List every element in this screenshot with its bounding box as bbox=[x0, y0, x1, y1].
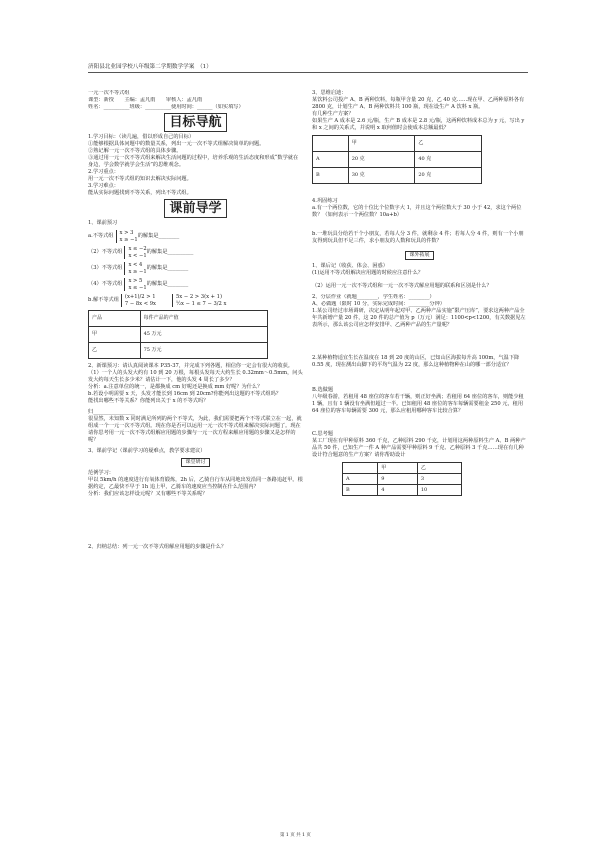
homework-a1: 1.某公司经过市场调研，决定从明年起对甲、乙两种产品实施“限产压库”，要求这两种产品全年共新增产量 20 件，这 20 件的总产值为 p（万元）满足：1100<p<1200，有关数据见左表所示，那么该公司应怎样安排甲、乙两种产品的生产量呢？ bbox=[312, 308, 526, 328]
ineq-a-label: a.不等式组 bbox=[88, 233, 114, 239]
summary-head: 2、归纳总结：列一元一次不等式组解应用题的步骤是什么？ bbox=[88, 544, 227, 550]
table-cell: 20 克 bbox=[415, 168, 482, 184]
table-cell: 4 bbox=[378, 485, 418, 496]
right-column bbox=[312, 90, 527, 496]
table-row bbox=[313, 136, 482, 152]
inspire-text: 某饮料公司投产 A、B 两种饮料，每瓶甲含量 20 克，乙 40 克……现在甲、乙两种原料各有 2800 克，计划生产 A、B 两种饮料共 100 瓶，现在设生产 A 饮料 x 瓶。 bbox=[312, 97, 525, 110]
table-cell: B bbox=[343, 485, 378, 496]
table-cell bbox=[313, 136, 349, 152]
ineq-3-tail: 的解集是________ bbox=[146, 265, 189, 271]
ineq-b2-line-1: 5x − 2 > 3(x + 1) bbox=[175, 294, 223, 300]
summary-box-label: 归________________ bbox=[88, 409, 135, 415]
preview-q1b: 分析：a.注意单位的统一，是都换成 cm 好呢还是换成 mm 好呢？为什么？ bbox=[88, 384, 263, 390]
ineq-2 bbox=[88, 246, 303, 259]
extension-box: 课外拓展 bbox=[405, 251, 433, 260]
ineq-3 bbox=[88, 262, 303, 275]
table-cell: 10 bbox=[417, 485, 461, 496]
diff-head: 3.学习难点： bbox=[88, 183, 119, 189]
goal-3: ③通过用一元一次不等式组来解决生活问题的过程中，培养乐观的生活态度和形成“数学就在身边，学会数学就学会生活”的思维观念。 bbox=[88, 155, 299, 168]
topic: 一元一次不等式组 bbox=[88, 90, 130, 96]
homework-b: B.选做题 bbox=[312, 387, 334, 393]
homework-c1: 某工厂现在有甲种原料 360 千克，乙种原料 290 千克，计划用这两种原料生产 A、B 两种产品共 50 件，已知生产一件 A 种产品需要甲种原料 9 千克、乙种原料 3 千克……现在有几种设计符合题意的生产方案？请你帮助设计 bbox=[312, 438, 526, 458]
table-cell: 3 bbox=[417, 474, 461, 485]
preview-q1c: b.若设小明需要 x 天，头发才能长到 16cm 到 20cm?你能列出这题的不等式组吗？ bbox=[88, 391, 282, 397]
table-cell: 甲 bbox=[89, 327, 141, 343]
key-text: 用一元一次不等式组的知识去解决实际问题。 bbox=[88, 176, 192, 182]
class-box: 课堂研讨 bbox=[181, 458, 209, 467]
example-text: 甲以 5km/h 的速度进行有氧体育锻炼，2h 后，乙骑自行车从同地出发沿同一条路追赶甲。根据约定，乙最快不早于 1h 追上甲，乙骑车的速度应当控制在什么范围内？ bbox=[88, 477, 303, 490]
meta-line-1: 课型：新授 主编：孟凡雨 审核人：孟凡雨 bbox=[88, 97, 203, 103]
table-row bbox=[343, 463, 462, 474]
summary-text: 很显然，未知数 x 同时满足所列的两个不等式，为此，我们需要把两个不等式联立在一起，就组成一个一元一次不等式组。现在你是否可以运用一元一次不等式组来解决实际问题了。现在请你思考用一元一次不等式组解应用题的步骤与一元一次方程来解应用题的步骤又是怎样的呢？ bbox=[88, 416, 302, 443]
table-cell: 乙 bbox=[89, 343, 141, 359]
example-analysis: 分析：我们应该怎样设元呢？又有哪些不等关系呢？ bbox=[88, 491, 208, 497]
table-cell bbox=[343, 463, 378, 474]
notes-head: 3、课前学记（课前学习的疑难点，教学要求建议） bbox=[88, 448, 206, 454]
table-cell: 40 克 bbox=[415, 152, 482, 168]
homework-b1: 八年级春游，若租用 48 座位的客车若干辆，则正好坐满；若租用 64 座位的客车，则能少租 1 辆，且有 1 辆没有坐满但超过一半。已知租用 48 座位的客车每辆需要租金 250 元，租用 64 座位的客车每辆需要 300 元，那么应租用哪种客车比较合算？ bbox=[312, 394, 524, 414]
goal-1: ①能够根据具体问题中的数量关系，列出一元一次不等式组解决简单的问题。 bbox=[88, 141, 265, 147]
goal-head: 1.学习目标：（读几遍，借以形成自己的目标） bbox=[88, 134, 195, 140]
ineq-a bbox=[88, 230, 303, 243]
table-cell: 20 克 bbox=[348, 152, 415, 168]
ineq-2-tail: 的解集是__________ bbox=[146, 249, 194, 255]
ineq-b-system-2 bbox=[172, 294, 226, 307]
ineq-3-system bbox=[124, 262, 146, 275]
preview-q1: （1）一个人的头发大约有 10 到 20 万根，每根头发每天大约生长 0.32mm～0.5mm，问头发大约每天生长多少米？请估计一下，他的头发 4 周长了多少？ bbox=[88, 370, 303, 383]
table-cell: 9 bbox=[378, 474, 418, 485]
after-head: 1、课后记（收获、体会、困惑） bbox=[312, 263, 388, 269]
meta-line-2: 姓名：__________班级：__________使用时间：______（如实填写） bbox=[88, 104, 244, 110]
ineq-a-line-1: x > 3 bbox=[119, 230, 134, 236]
ineq-b2-line-2: ½x − 1 ≤ 7 − 3/2 x bbox=[175, 300, 227, 307]
table-row bbox=[343, 485, 462, 496]
after-q1: (1)运用不等式组解决应用题的时候应注意什么？ bbox=[312, 270, 424, 276]
inspire-q: 有几种生产方案？ bbox=[312, 111, 354, 117]
ineq-2-line-1: x ≤ −2 bbox=[128, 246, 147, 252]
table-cell: 每件产品的产值 bbox=[140, 311, 267, 327]
ineq-2-line-2: x < −1 bbox=[128, 252, 147, 259]
table-row bbox=[313, 168, 482, 184]
ineq-3-line-2: x ≥ −1 bbox=[128, 268, 147, 275]
table-row bbox=[313, 152, 482, 168]
goal-2: ②熟记解一元一次不等式组的具体步骤。 bbox=[88, 148, 182, 154]
ineq-2-label: （2）不等式组 bbox=[88, 249, 123, 255]
ineq-4-tail: 的解集是________ bbox=[146, 281, 189, 287]
table-cell: A bbox=[343, 474, 378, 485]
example-head: 范例学习： bbox=[88, 470, 114, 476]
ineq-a-line-2: x ≥ −1 bbox=[119, 236, 138, 243]
table-cell: 甲 bbox=[378, 463, 418, 474]
left-column bbox=[88, 90, 303, 551]
table-row bbox=[89, 327, 268, 343]
nav-title: 目标导航 bbox=[164, 113, 226, 132]
review-head: 1、课前预习 bbox=[88, 220, 118, 226]
ineq-b-label: b.解不等式组 bbox=[88, 297, 119, 303]
homework-a2: 2.某种植物适宜生长在温度在 18 到 20 度的山区，已知山区海拔每升高 100m，气温下降 0.55 度，现在测出山脚下的平均气温为 22 度，那么这种植物种在山的哪一部分适宜？ bbox=[312, 355, 520, 368]
practice-a: a.有一个两位数，它的十位比个位数字大 1，并且这个两位数大于 30 小于 42，求这个两位数？（如何表示一个两位数？10a+b） bbox=[312, 205, 522, 218]
ineq-4-system bbox=[124, 278, 146, 291]
pre-title: 课前导学 bbox=[164, 199, 226, 218]
material-table bbox=[342, 462, 462, 496]
table-row bbox=[343, 474, 462, 485]
table-cell: 75 万元 bbox=[140, 343, 267, 359]
product-value-table bbox=[88, 310, 268, 359]
inspire-table bbox=[312, 135, 482, 184]
table-cell: 乙 bbox=[417, 463, 461, 474]
ineq-a-system bbox=[116, 230, 138, 243]
table-cell: 30 克 bbox=[348, 168, 415, 184]
ineq-3-label: （3）不等式组 bbox=[88, 265, 123, 271]
preview-q1d: 能找出哪些不等关系？你能列出关于 x 的不等式吗？ bbox=[88, 398, 209, 404]
homework-a: A、必做题（限时 10 分，实际完成时间：________分钟） bbox=[312, 301, 445, 307]
ineq-b-system-1 bbox=[121, 294, 156, 307]
practice-head: 4.巩固练习 bbox=[312, 198, 338, 204]
table-cell: B bbox=[313, 168, 349, 184]
ineq-4-line-2: x ≤ −1 bbox=[128, 284, 147, 291]
ineq-b1-line-1: (x+1)/2 > 1 bbox=[124, 294, 156, 300]
table-row bbox=[89, 343, 268, 359]
inspire-q2: 如果生产 A 成本是 2.6 元/瓶，生产 B 成本是 2.8 元/瓶，这两种饮料成本总为 y 元，写出 y 和 x 之间的关系式，并说明 x 取何值时会使成本总额最低？ bbox=[312, 118, 525, 131]
ineq-b bbox=[88, 294, 303, 307]
ineq-2-system bbox=[124, 246, 146, 259]
key-head: 2.学习重点： bbox=[88, 169, 119, 175]
ineq-b1-line-2: 7 − 8x < 9x bbox=[124, 300, 156, 307]
ineq-4-line-1: x > 5 bbox=[128, 278, 143, 284]
table-cell: A bbox=[313, 152, 349, 168]
diff-text: 能从实际问题找到不等关系，列出不等式组。 bbox=[88, 190, 192, 196]
practice-b: b.一堆玩具分给若干个小朋友，若每人分 3 件，就剩余 4 件；若每人分 4 件，则有一个小朋友得到玩具但不足三件，求小朋友的人数和玩具的件数？ bbox=[312, 231, 524, 244]
after-q2: （2）运用一元一次不等式组和一元一次不等式解应用题的联系和区别是什么？ bbox=[312, 283, 492, 289]
ineq-a-tail: 的解集是________ bbox=[137, 233, 180, 239]
table-cell: 产品 bbox=[89, 311, 141, 327]
preview-head: 2、新课预习：请认真阅读课本 P35-37，并完成下列各题，相信你一定会有很大的收获。 bbox=[88, 363, 293, 369]
page-footer: 第 1 页 共 1 页 bbox=[280, 833, 311, 838]
homework-head: 2、分层作业（就题________，学生姓名：________） bbox=[312, 294, 435, 300]
inspire-head: 3、思维启迪： bbox=[312, 90, 347, 96]
table-cell: 甲 bbox=[348, 136, 415, 152]
table-row bbox=[89, 311, 268, 327]
table-cell: 乙 bbox=[415, 136, 482, 152]
table-cell: 45 万元 bbox=[140, 327, 267, 343]
page-header: 济阳县北业园学校八年级第二学期数学学案 （1） bbox=[88, 64, 528, 73]
ineq-4 bbox=[88, 278, 303, 291]
ineq-3-line-1: x < 4 bbox=[128, 262, 143, 268]
homework-c: C.思考题 bbox=[312, 431, 333, 437]
ineq-4-label: （4）不等式组 bbox=[88, 281, 123, 287]
